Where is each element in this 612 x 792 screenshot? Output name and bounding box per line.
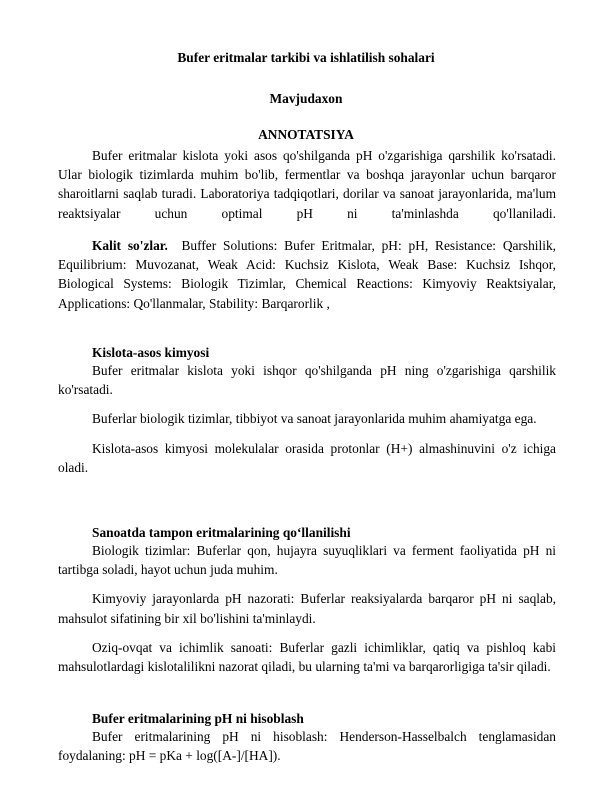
paragraph: Bufer eritmalarining pH ni hisoblash: Henderson-Hasselbalch tenglamasidan foydalaning: pH = pKa + log([A-]/[HA]). [58,729,556,764]
section-ph-calc [58,727,556,765]
author-name: Mavjudaxon [269,91,343,106]
section-industry [58,541,556,676]
annotation-body [58,146,556,223]
paragraph: Oziq-ovqat va ichimlik sanoati: Buferlar gazli ichimliklar, qatiq va pishloq kabi mahsulotlardagi kislotalilikni nazorat qiladi, bu ularning ta'mi va barqarorligiga ta'sir qiladi. [58,639,556,675]
paragraph: Buferlar biologik tizimlar, tibbiyot va sanoat jarayonlarida muhim ahamiyatga ega. [92,411,537,427]
paragraph: Bufer eritmalar kislota yoki ishqor qo'shilganda pH ning o'zgarishiga qarshilik ko'rsatadi. [58,363,556,398]
paragraph: Kimyoviy jarayonlarda pH nazorati: Buferlar reaksiyalarda barqaror pH ni saqlab, mahsulot sifatining bir xil bo'lishini ta'minlaydi. [58,591,556,626]
paragraph: Biologik tizimlar: Buferlar qon, hujayra suyuqliklari va ferment faoliyatida pH ni tartibga soladi, hayot uchun juda muhim. [58,543,556,578]
section-heading-ph-calc: Bufer eritmalarining pH ni hisoblash [92,711,304,726]
annotation-paragraph: Bufer eritmalar kislota yoki asos qo'shilganda pH o'zgarishiga qarshilik ko'rsatadi. Ular biologik tizimlarda muhim bo'lib, fermentlar va boshqa jarayonlar uchun barqaror sharoitlarni saqlab turadi. Laboratoriya tadqiqotlari, dorilar va sanoat jarayonlarida, ma'lum reaktsiyalar uchun optimal pH ni ta'minlashda qo'llaniladi. [58,148,556,221]
section-acid-base [58,361,556,477]
keywords-text: Buffer Solutions: Bufer Eritmalar, pH: pH, Resistance: Qarshilik, Equilibrium: Muvozanat, Weak Acid: Kuchsiz Kislota, Weak Base: Kuchsiz Ishqor, Biological Systems: Biologik Tizimlar, Chemical Reactions: Kimyoviy Reaktsiyalar, Applications: Qo'llanmalar, Stability: Barqarorlik , [58,238,557,311]
keywords-block [58,236,556,313]
paragraph: Kislota-asos kimyosi molekulalar orasida protonlar (H+) almashinuvini o'z ichiga oladi. [58,440,556,475]
section-heading-industry: Sanoatda tampon eritmalarining qo‘llanilishi [92,525,351,540]
paper-title: Bufer eritmalar tarkibi va ishlatilish sohalari [177,50,435,65]
section-heading-acid-base: Kislota-asos kimyosi [92,345,210,360]
keywords-label: Kalit so'zlar. [92,238,168,253]
annotation-heading: ANNOTATSIYA [258,127,354,142]
keywords-paragraph [58,236,556,313]
